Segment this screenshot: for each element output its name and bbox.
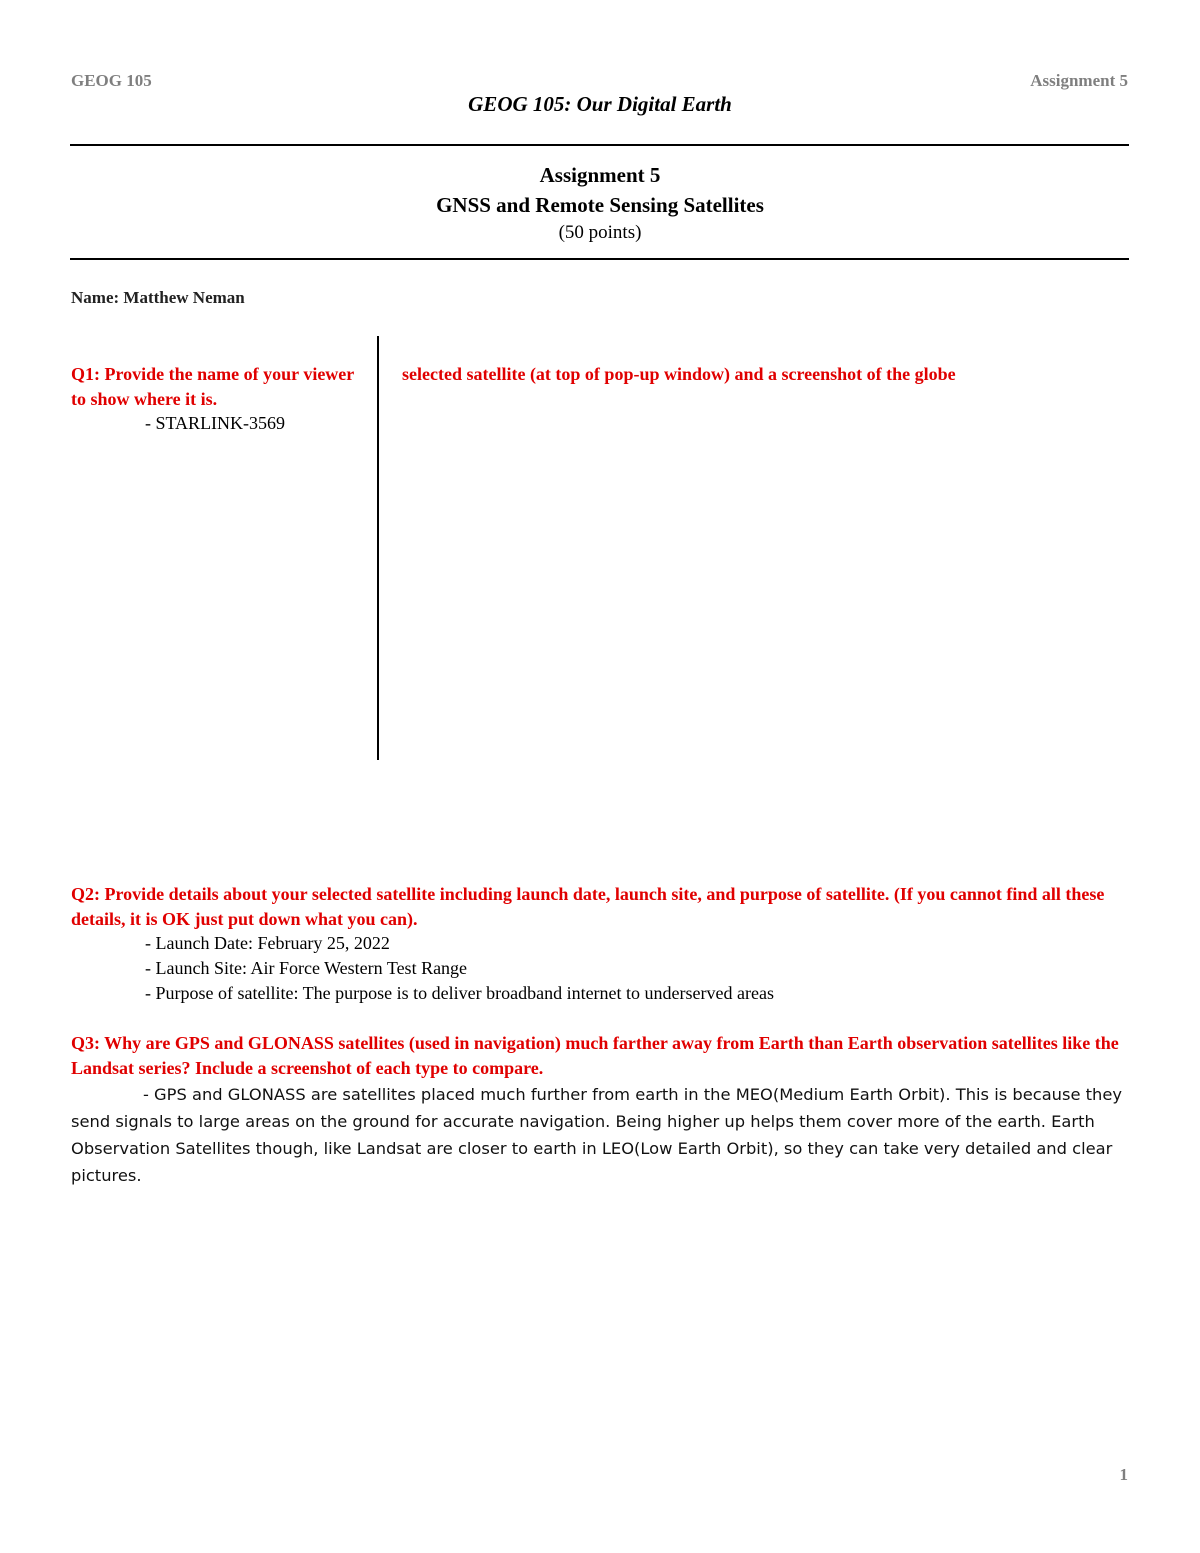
header-course-code: GEOG 105 (71, 71, 152, 90)
assignment-points: (50 points) (558, 222, 642, 243)
top-divider (70, 144, 1129, 146)
q2-answer-launch-date: - Launch Date: February 25, 2022 (145, 933, 390, 953)
q1-question-left: Q1: Provide the name of your viewer to show where it is. (71, 364, 354, 409)
assignment-title: Assignment 5 (539, 163, 661, 187)
q1-answer: - STARLINK-3569 (145, 413, 286, 433)
bottom-divider (70, 258, 1129, 260)
q2-question: Q2: Provide details about your selected satellite including launch date, launch site, and purpose of satellite. (If you cannot find all these details, it is OK just put down what you can). (71, 884, 1105, 929)
q2-answer-purpose: - Purpose of satellite: The purpose is to deliver broadband internet to underserved areas (145, 983, 774, 1003)
course-title: GEOG 105: Our Digital Earth (468, 92, 732, 116)
page-number: 1 (1119, 1465, 1128, 1484)
header-assignment-label: Assignment 5 (1030, 71, 1128, 90)
q3-answer-block (71, 1081, 1131, 1189)
student-name: Name: Matthew Neman (71, 288, 245, 307)
q3-question: Q3: Why are GPS and GLONASS satellites (used in navigation) much farther away from Earth than Earth observation satellites like the Landsat series? Include a screenshot of each type to compare. (71, 1033, 1119, 1078)
q2-answer-launch-site: - Launch Site: Air Force Western Test Range (145, 958, 468, 978)
column-divider (377, 336, 379, 760)
q1-question-right: selected satellite (at top of pop-up window) and a screenshot of the globe (402, 364, 956, 384)
q3-answer-text: - GPS and GLONASS are satellites placed much further from earth in the MEO(Medium Earth Orbit). This is because they send signals to large areas on the ground for accurate navigation. Being higher up helps them cover more of the earth. Earth Observation Satellites though, like Landsat are closer to earth in LEO(Low Earth Orbit), so they can take very detailed and clear pictures. (71, 1085, 1123, 1185)
assignment-subtitle: GNSS and Remote Sensing Satellites (436, 193, 764, 217)
